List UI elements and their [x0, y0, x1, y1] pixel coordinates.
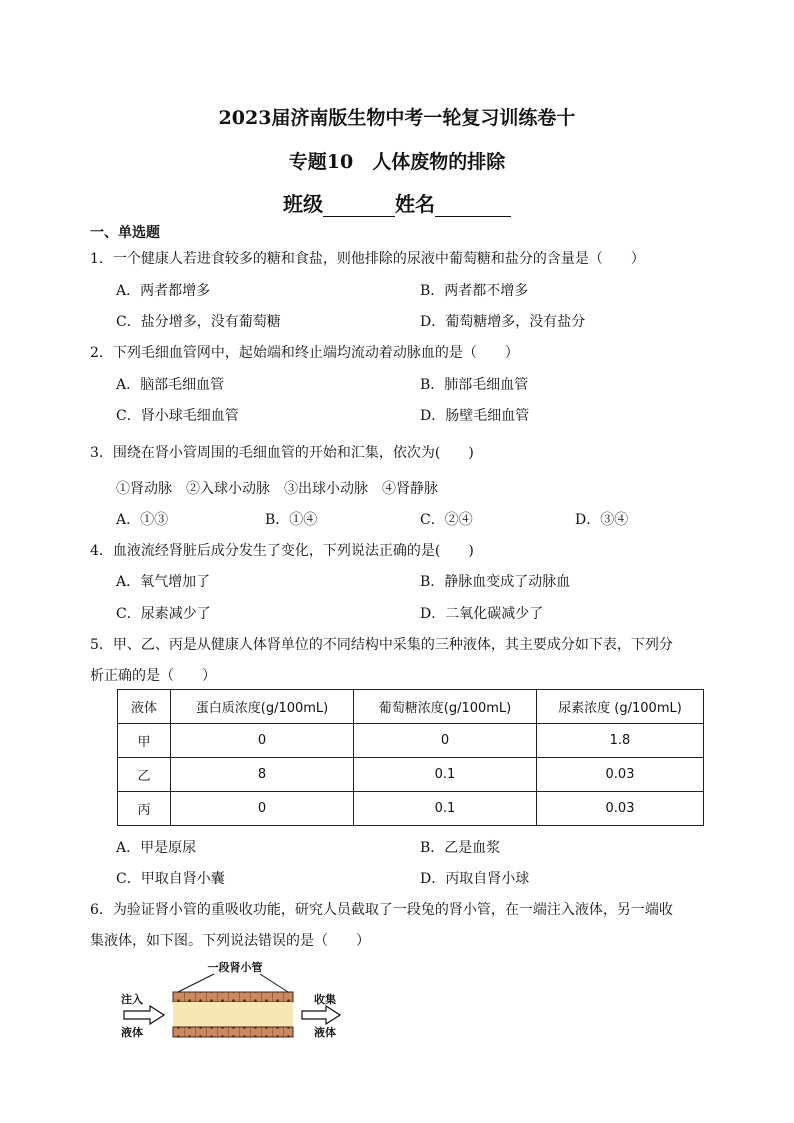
q5-stem-line1: 5．甲、乙、丙是从健康人体肾单位的不同结构中采集的三种液体，其主要成分如下表，下列分 [90, 637, 673, 653]
label-leader-left [178, 974, 214, 992]
q4-option-b: B．静脉血变成了动脉血 [420, 574, 571, 590]
table-cell: 丙 [118, 792, 171, 826]
outflow-arrow-icon [302, 1006, 340, 1024]
label-leader-right [260, 974, 288, 992]
section-heading: 一、单选题 [90, 225, 160, 241]
name-blank[interactable] [435, 196, 511, 217]
q1-option-a: A．两者都增多 [116, 283, 211, 299]
q4-option-a: A．氧气增加了 [116, 574, 211, 590]
table-row [118, 758, 704, 792]
q3-option-a: A．①③ [116, 512, 169, 528]
table-cell: 0 [171, 792, 354, 826]
q3-option-d: D．③④ [575, 512, 629, 528]
tube-wall-bottom [173, 1027, 293, 1037]
q1-stem: 1．一个健康人若进食较多的糖和食盐，则他排除的尿液中葡萄糖和盐分的含量是（ ） [90, 251, 645, 267]
table-cell: 8 [171, 758, 354, 792]
table-header-cell: 尿素浓度 (g/100mL) [537, 690, 704, 724]
tube-wall-top [173, 992, 293, 1002]
table-row [118, 792, 704, 826]
q5-option-d: D．丙取自肾小球 [420, 871, 530, 887]
renal-tubule-figure [118, 960, 348, 1042]
q2-option-c: C．肾小球毛细血管 [116, 408, 239, 424]
q5-stem-line2: 析正确的是（ ） [90, 668, 216, 684]
table-cell: 0 [171, 724, 354, 758]
q2-option-a: A．脑部毛细血管 [116, 377, 225, 393]
inflow-arrow-icon [124, 1006, 164, 1024]
q3-stem: 3．围绕在肾小管周围的毛细血管的开始和汇集，依次为( ) [90, 445, 474, 461]
q1-option-c: C．盐分增多，没有葡萄糖 [116, 314, 281, 330]
q5-option-b: B．乙是血浆 [420, 840, 501, 856]
topic-title: 专题10 人体废物的排除 [288, 151, 506, 173]
q3-option-b: B．①④ [265, 512, 318, 528]
q5-data-table [117, 689, 704, 826]
q3-option-c: C．②④ [420, 512, 473, 528]
q6-stem-line1: 6．为验证肾小管的重吸收功能，研究人员截取了一段兔的肾小管，在一端注入液体，另一端收 [90, 902, 673, 918]
inflow-label-top: 注入 [121, 993, 143, 1006]
table-header-cell: 蛋白质浓度(g/100mL) [171, 690, 354, 724]
table-header-cell: 液体 [118, 690, 171, 724]
q4-option-d: D．二氧化碳减少了 [420, 606, 544, 622]
table-header-cell: 葡萄糖浓度(g/100mL) [354, 690, 537, 724]
table-cell: 0.03 [537, 758, 704, 792]
class-blank[interactable] [323, 196, 395, 217]
q2-stem: 2．下列毛细血管网中，起始端和终止端均流动着动脉血的是（ ） [90, 345, 519, 361]
paper-title: 2023届济南版生物中考一轮复习训练卷十 [218, 107, 576, 129]
table-cell: 甲 [118, 724, 171, 758]
q1-option-d: D．葡萄糖增多，没有盐分 [420, 314, 586, 330]
q6-stem-line2: 集液体，如下图。下列说法错误的是（ ） [90, 933, 370, 949]
q5-option-c: C．甲取自肾小囊 [116, 871, 225, 887]
tube-lumen [173, 1002, 293, 1027]
student-info-line [0, 188, 794, 217]
q2-option-d: D．肠壁毛细血管 [420, 408, 530, 424]
q4-option-c: C．尿素减少了 [116, 606, 211, 622]
q2-option-b: B．肺部毛细血管 [420, 377, 529, 393]
outflow-label-top: 收集 [314, 993, 336, 1006]
class-label: 班级 [283, 192, 323, 216]
table-cell: 0.03 [537, 792, 704, 826]
table-cell: 0.1 [354, 758, 537, 792]
tube-label: 一段肾小管 [207, 961, 263, 974]
q3-items: ①肾动脉 ②入球小动脉 ③出球小动脉 ④肾静脉 [116, 481, 438, 497]
outflow-label-bottom: 液体 [314, 1026, 336, 1039]
table-header-row [118, 690, 704, 724]
table-cell: 乙 [118, 758, 171, 792]
table-cell: 1.8 [537, 724, 704, 758]
table-row [118, 724, 704, 758]
table-cell: 0.1 [354, 792, 537, 826]
inflow-label-bottom: 液体 [121, 1026, 143, 1039]
q5-option-a: A．甲是原尿 [116, 840, 197, 856]
q1-option-b: B．两者都不增多 [420, 283, 529, 299]
q4-stem: 4．血液流经肾脏后成分发生了变化，下列说法正确的是( ) [90, 543, 474, 559]
name-label: 姓名 [395, 192, 435, 216]
table-cell: 0 [354, 724, 537, 758]
